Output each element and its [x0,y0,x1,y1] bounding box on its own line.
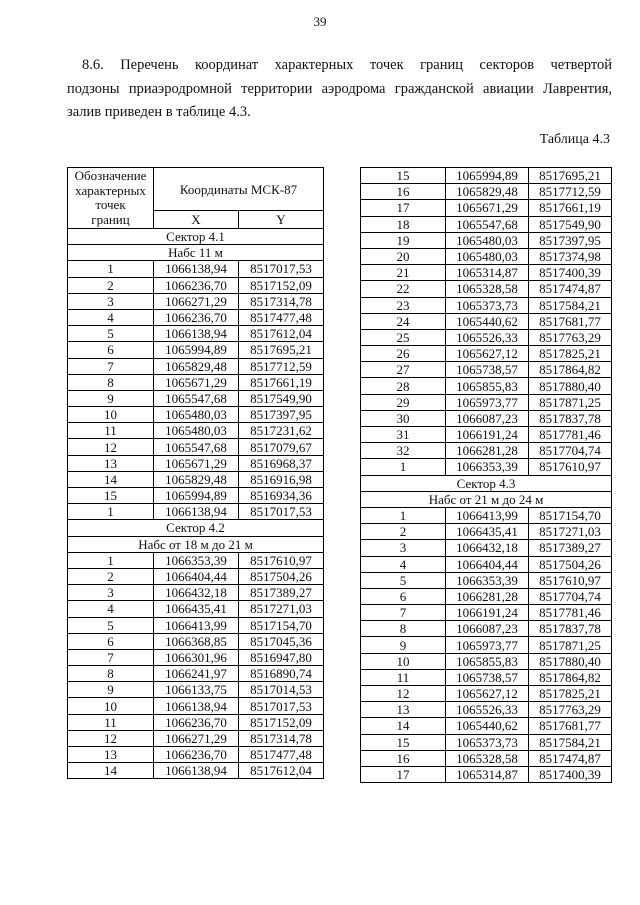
point-number-cell: 32 [361,443,446,459]
x-coordinate-cell: 1066138,94 [154,698,239,714]
x-coordinate-cell: 1065480,03 [154,423,239,439]
x-coordinate-cell: 1066432,18 [154,585,239,601]
x-coordinate-cell: 1065829,48 [446,184,529,200]
x-coordinate-cell: 1065627,12 [446,346,529,362]
y-coordinate-cell: 8517389,27 [239,585,324,601]
x-coordinate-cell: 1066404,44 [154,568,239,584]
table-row [361,605,612,621]
coordinates-table-left [67,167,324,779]
point-number-cell: 5 [68,326,154,342]
section-title: Набс от 21 м до 24 м [361,491,612,507]
point-number-cell: 8 [68,374,154,390]
point-number-cell: 6 [361,588,446,604]
point-number-cell: 5 [68,617,154,633]
section-row [361,491,612,507]
x-coordinate-cell: 1066241,97 [154,666,239,682]
section-row [68,520,324,536]
y-coordinate-cell: 8517231,62 [239,423,324,439]
x-coordinate-cell: 1065829,48 [154,471,239,487]
y-coordinate-cell: 8517397,95 [239,407,324,423]
y-coordinate-cell: 8516968,37 [239,455,324,471]
y-coordinate-cell: 8517154,70 [239,617,324,633]
table-row [68,261,324,277]
y-coordinate-cell: 8517825,21 [529,686,612,702]
table-row [68,633,324,649]
x-coordinate-cell: 1066413,99 [154,617,239,633]
table-row [68,730,324,746]
point-number-cell: 10 [361,653,446,669]
table-row [361,362,612,378]
y-coordinate-cell: 8517549,90 [239,390,324,406]
point-number-cell: 11 [68,423,154,439]
y-coordinate-cell: 8517271,03 [529,524,612,540]
paragraph-line: 8.6. Перечень координат характерных точек границ секторов четвертой [82,57,612,73]
table-row [361,346,612,362]
x-coordinate-cell: 1065547,68 [154,390,239,406]
point-number-cell: 7 [361,605,446,621]
point-number-cell: 5 [361,572,446,588]
y-header: Y [239,211,324,229]
x-coordinate-cell: 1065829,48 [154,358,239,374]
x-coordinate-cell: 1066271,29 [154,730,239,746]
x-coordinate-cell: 1065627,12 [446,686,529,702]
x-coordinate-cell: 1066404,44 [446,556,529,572]
table-row [68,568,324,584]
point-number-cell: 2 [68,277,154,293]
point-number-cell: 7 [68,649,154,665]
paragraph-line: подзоны приаэродромной территории аэродрома гражданской авиации Лаврентия, [67,80,612,97]
point-number-cell: 21 [361,265,446,281]
table-row [68,601,324,617]
x-coordinate-cell: 1065994,89 [154,342,239,358]
y-coordinate-cell: 8517610,97 [529,572,612,588]
x-coordinate-cell: 1066281,28 [446,588,529,604]
y-coordinate-cell: 8517017,53 [239,698,324,714]
y-coordinate-cell: 8516916,98 [239,471,324,487]
y-coordinate-cell: 8517704,74 [529,443,612,459]
table-row [68,471,324,487]
point-number-cell: 15 [361,734,446,750]
point-number-cell: 17 [361,200,446,216]
table-row [361,329,612,345]
point-number-cell: 2 [68,568,154,584]
y-coordinate-cell: 8517154,70 [529,507,612,523]
y-coordinate-cell: 8517880,40 [529,653,612,669]
table-row [68,326,324,342]
point-number-cell: 3 [68,293,154,309]
y-coordinate-cell: 8517397,95 [529,232,612,248]
section-row [68,245,324,261]
point-number-cell: 12 [68,439,154,455]
x-coordinate-cell: 1066301,96 [154,649,239,665]
x-coordinate-cell: 1066191,24 [446,605,529,621]
x-coordinate-cell: 1066281,28 [446,443,529,459]
y-coordinate-cell: 8517837,78 [529,621,612,637]
point-number-cell: 30 [361,410,446,426]
x-coordinate-cell: 1066368,85 [154,633,239,649]
x-coordinate-cell: 1066236,70 [154,277,239,293]
point-number-cell: 18 [361,216,446,232]
point-number-cell: 12 [361,686,446,702]
table-row [361,556,612,572]
point-number-cell: 20 [361,248,446,264]
table-row [68,439,324,455]
y-coordinate-cell: 8517014,53 [239,682,324,698]
x-coordinate-cell: 1066432,18 [446,540,529,556]
designation-header-line: границ [91,211,130,227]
point-number-cell: 4 [68,309,154,325]
x-coordinate-cell: 1065738,57 [446,669,529,685]
x-coordinate-cell: 1065973,77 [446,637,529,653]
y-coordinate-cell: 8517712,59 [239,358,324,374]
y-coordinate-cell: 8517610,97 [529,459,612,475]
table-row [68,763,324,779]
y-coordinate-cell: 8517389,27 [529,540,612,556]
table-caption: Таблица 4.3 [539,132,610,147]
point-number-cell: 27 [361,362,446,378]
y-coordinate-cell: 8517152,09 [239,277,324,293]
x-coordinate-cell: 1065526,33 [446,702,529,718]
y-coordinate-cell: 8517314,78 [239,730,324,746]
point-number-cell: 26 [361,346,446,362]
y-coordinate-cell: 8517549,90 [529,216,612,232]
point-number-cell: 28 [361,378,446,394]
point-number-cell: 15 [68,488,154,504]
point-number-cell: 3 [68,585,154,601]
section-row [361,475,612,491]
table-row [361,184,612,200]
x-coordinate-cell: 1065328,58 [446,750,529,766]
point-number-cell: 2 [361,524,446,540]
y-coordinate-cell: 8517584,21 [529,297,612,313]
x-coordinate-cell: 1065994,89 [446,168,529,184]
table-row [68,309,324,325]
table-row [68,358,324,374]
point-number-cell: 17 [361,766,446,782]
table-row [68,649,324,665]
point-number-cell: 31 [361,427,446,443]
point-number-cell: 1 [361,459,446,475]
table-row [68,277,324,293]
y-coordinate-cell: 8517152,09 [239,714,324,730]
y-coordinate-cell: 8517504,26 [239,568,324,584]
point-number-cell: 13 [68,747,154,763]
y-coordinate-cell: 8517864,82 [529,669,612,685]
table-row [361,540,612,556]
y-coordinate-cell: 8517712,59 [529,184,612,200]
coordinates-header: Координаты МСК-87 [154,168,324,211]
y-coordinate-cell: 8517017,53 [239,261,324,277]
y-coordinate-cell: 8517314,78 [239,293,324,309]
x-coordinate-cell: 1066087,23 [446,621,529,637]
y-coordinate-cell: 8517871,25 [529,394,612,410]
table-row [361,621,612,637]
table-row [361,524,612,540]
point-number-cell: 14 [361,718,446,734]
x-coordinate-cell: 1065738,57 [446,362,529,378]
x-coordinate-cell: 1066353,39 [446,572,529,588]
point-number-cell: 4 [68,601,154,617]
point-number-cell: 6 [68,342,154,358]
x-coordinate-cell: 1066271,29 [154,293,239,309]
table-row [361,313,612,329]
table-row [361,459,612,475]
x-coordinate-cell: 1065973,77 [446,394,529,410]
x-coordinate-cell: 1065328,58 [446,281,529,297]
table-row [361,216,612,232]
table-row [68,682,324,698]
x-coordinate-cell: 1065547,68 [154,439,239,455]
designation-header-line: Обозначение [74,168,147,183]
section-title: Набс от 18 м до 21 м [68,536,324,552]
x-coordinate-cell: 1065671,29 [154,374,239,390]
point-number-cell: 25 [361,329,446,345]
y-coordinate-cell: 8517610,97 [239,552,324,568]
intro-paragraph [67,54,612,125]
y-coordinate-cell: 8516947,80 [239,649,324,665]
y-coordinate-cell: 8517837,78 [529,410,612,426]
x-coordinate-cell: 1065855,83 [446,653,529,669]
table-row [361,734,612,750]
page-number: 39 [313,14,327,29]
y-coordinate-cell: 8517781,46 [529,605,612,621]
point-number-cell: 24 [361,313,446,329]
point-number-cell: 9 [68,682,154,698]
y-coordinate-cell: 8517695,21 [239,342,324,358]
designation-header [68,168,154,229]
point-number-cell: 16 [361,184,446,200]
y-coordinate-cell: 8517400,39 [529,265,612,281]
table-row [68,698,324,714]
table-row [68,714,324,730]
point-number-cell: 7 [68,358,154,374]
point-number-cell: 22 [361,281,446,297]
point-number-cell: 19 [361,232,446,248]
x-coordinate-cell: 1065314,87 [446,265,529,281]
x-coordinate-cell: 1066191,24 [446,427,529,443]
table-row [68,374,324,390]
y-coordinate-cell: 8517017,53 [239,504,324,520]
table-row [361,427,612,443]
designation-header-line: точек [95,197,126,212]
y-coordinate-cell: 8517681,77 [529,718,612,734]
section-row [68,229,324,245]
x-coordinate-cell: 1066138,94 [154,763,239,779]
table-row [361,297,612,313]
table-row [361,410,612,426]
table-row [68,666,324,682]
point-number-cell: 4 [361,556,446,572]
section-row [68,536,324,552]
table-row [361,588,612,604]
y-coordinate-cell: 8517584,21 [529,734,612,750]
table-row [68,617,324,633]
y-coordinate-cell: 8517871,25 [529,637,612,653]
point-number-cell: 6 [68,633,154,649]
table-row [68,390,324,406]
table-row [361,394,612,410]
x-coordinate-cell: 1065994,89 [154,488,239,504]
section-title: Сектор 4.1 [68,229,324,245]
y-coordinate-cell: 8517477,48 [239,309,324,325]
x-coordinate-cell: 1065547,68 [446,216,529,232]
section-title: Сектор 4.3 [361,475,612,491]
y-coordinate-cell: 8517763,29 [529,702,612,718]
y-coordinate-cell: 8517864,82 [529,362,612,378]
table-row [68,342,324,358]
table-row [361,281,612,297]
x-coordinate-cell: 1066138,94 [154,326,239,342]
x-coordinate-cell: 1065440,62 [446,313,529,329]
y-coordinate-cell: 8517704,74 [529,588,612,604]
x-coordinate-cell: 1065671,29 [446,200,529,216]
point-number-cell: 14 [68,471,154,487]
table-row [361,669,612,685]
x-coordinate-cell: 1065314,87 [446,766,529,782]
y-coordinate-cell: 8516934,36 [239,488,324,504]
x-coordinate-cell: 1066413,99 [446,507,529,523]
table-row [68,455,324,471]
y-coordinate-cell: 8517763,29 [529,329,612,345]
point-number-cell: 8 [361,621,446,637]
y-coordinate-cell: 8517661,19 [529,200,612,216]
point-number-cell: 12 [68,730,154,746]
point-number-cell: 10 [68,407,154,423]
point-number-cell: 8 [68,666,154,682]
y-coordinate-cell: 8517781,46 [529,427,612,443]
point-number-cell: 1 [68,261,154,277]
y-coordinate-cell: 8517474,87 [529,281,612,297]
x-coordinate-cell: 1066138,94 [154,504,239,520]
table-row [361,443,612,459]
table-row [361,702,612,718]
point-number-cell: 11 [361,669,446,685]
point-number-cell: 23 [361,297,446,313]
point-number-cell: 1 [68,504,154,520]
table-row [361,766,612,782]
y-coordinate-cell: 8517477,48 [239,747,324,763]
table-row [361,653,612,669]
x-coordinate-cell: 1065440,62 [446,718,529,734]
point-number-cell: 11 [68,714,154,730]
y-coordinate-cell: 8517880,40 [529,378,612,394]
table-row [68,585,324,601]
x-coordinate-cell: 1066138,94 [154,261,239,277]
point-number-cell: 15 [361,168,446,184]
point-number-cell: 14 [68,763,154,779]
y-coordinate-cell: 8517271,03 [239,601,324,617]
section-title: Набс 11 м [68,245,324,261]
y-coordinate-cell: 8517612,04 [239,326,324,342]
table-row [361,232,612,248]
x-coordinate-cell: 1066353,39 [446,459,529,475]
table-row [68,747,324,763]
x-coordinate-cell: 1066435,41 [446,524,529,540]
table-row [361,572,612,588]
x-coordinate-cell: 1066236,70 [154,747,239,763]
x-coordinate-cell: 1065480,03 [446,248,529,264]
point-number-cell: 3 [361,540,446,556]
y-coordinate-cell: 8517695,21 [529,168,612,184]
table-row [361,750,612,766]
x-coordinate-cell: 1066236,70 [154,714,239,730]
point-number-cell: 1 [361,507,446,523]
point-number-cell: 9 [361,637,446,653]
point-number-cell: 13 [68,455,154,471]
table-row [361,265,612,281]
table-row [361,200,612,216]
y-coordinate-cell: 8517474,87 [529,750,612,766]
table-row [361,248,612,264]
designation-header-line: характерных [75,182,146,198]
table-row [361,378,612,394]
x-header: X [154,211,239,229]
y-coordinate-cell: 8517681,77 [529,313,612,329]
table-row [361,507,612,523]
x-coordinate-cell: 1066353,39 [154,552,239,568]
x-coordinate-cell: 1065480,03 [154,407,239,423]
x-coordinate-cell: 1065373,73 [446,297,529,313]
point-number-cell: 13 [361,702,446,718]
point-number-cell: 9 [68,390,154,406]
table-row [361,168,612,184]
y-coordinate-cell: 8517612,04 [239,763,324,779]
y-coordinate-cell: 8516890,74 [239,666,324,682]
table-row [68,488,324,504]
x-coordinate-cell: 1065373,73 [446,734,529,750]
x-coordinate-cell: 1065480,03 [446,232,529,248]
x-coordinate-cell: 1065671,29 [154,455,239,471]
table-row [361,686,612,702]
paragraph-line: залив приведен в таблице 4.3. [67,104,251,120]
y-coordinate-cell: 8517661,19 [239,374,324,390]
y-coordinate-cell: 8517504,26 [529,556,612,572]
point-number-cell: 16 [361,750,446,766]
table-row [361,718,612,734]
y-coordinate-cell: 8517400,39 [529,766,612,782]
point-number-cell: 29 [361,394,446,410]
table-row [68,504,324,520]
table-row [68,407,324,423]
y-coordinate-cell: 8517374,98 [529,248,612,264]
table-row [68,293,324,309]
x-coordinate-cell: 1066435,41 [154,601,239,617]
table-row [68,423,324,439]
y-coordinate-cell: 8517079,67 [239,439,324,455]
x-coordinate-cell: 1066236,70 [154,309,239,325]
x-coordinate-cell: 1065855,83 [446,378,529,394]
x-coordinate-cell: 1065526,33 [446,329,529,345]
x-coordinate-cell: 1066133,75 [154,682,239,698]
x-coordinate-cell: 1066087,23 [446,410,529,426]
section-title: Сектор 4.2 [68,520,324,536]
y-coordinate-cell: 8517825,21 [529,346,612,362]
point-number-cell: 1 [68,552,154,568]
table-row [68,552,324,568]
y-coordinate-cell: 8517045,36 [239,633,324,649]
point-number-cell: 10 [68,698,154,714]
table-row [361,637,612,653]
coordinates-table-right [360,167,612,783]
